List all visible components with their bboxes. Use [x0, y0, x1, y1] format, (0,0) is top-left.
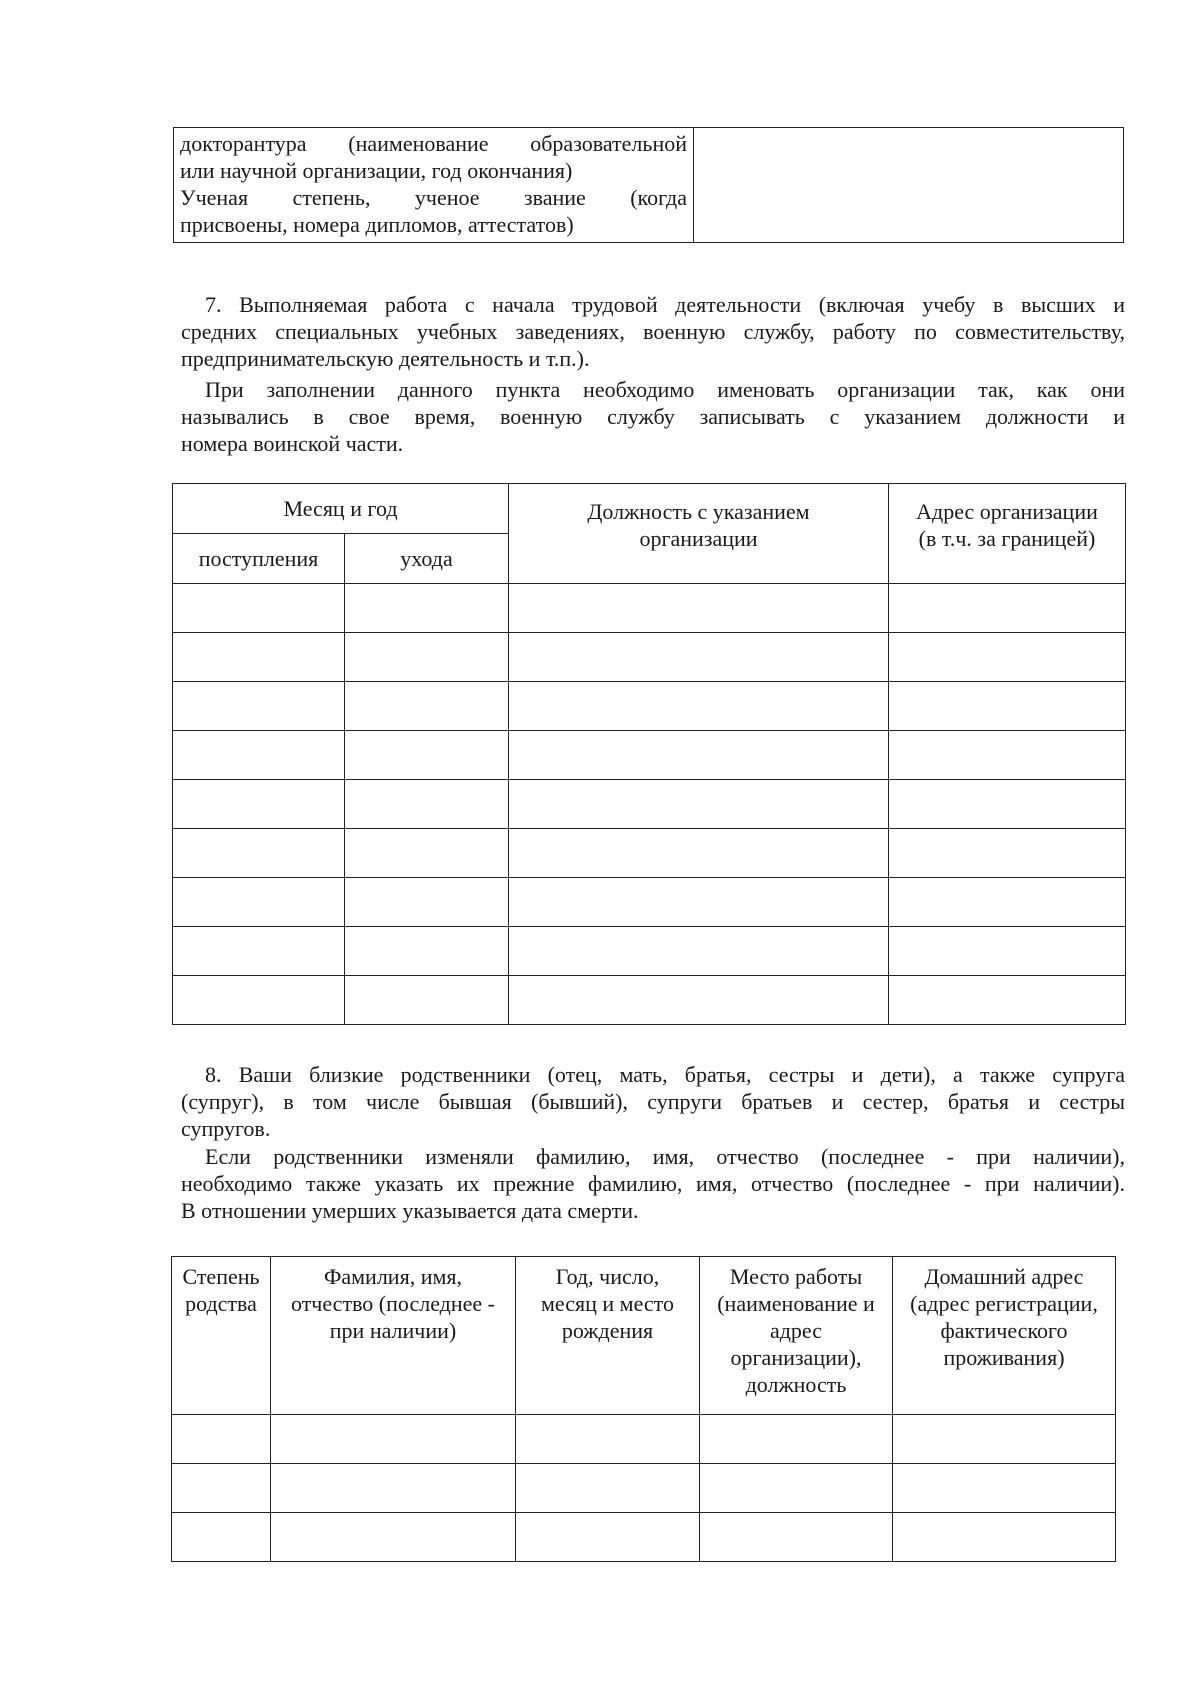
- section-7-note-line: назывались в свое время, военную службу записывать с указанием должности и: [181, 404, 1125, 429]
- education-table: [173, 127, 1124, 243]
- header-line: Фамилия, имя,: [323, 1264, 463, 1289]
- table-row: [173, 780, 1126, 829]
- section-7-line: средних специальных учебных заведениях, военную службу, работу по совместительству,: [181, 319, 1125, 344]
- relation-header: [172, 1257, 271, 1415]
- work-history-table: [172, 483, 1126, 1025]
- header-line: фактического: [940, 1318, 1068, 1343]
- end-header: ухода: [345, 534, 509, 584]
- education-label-line: докторантура (наименование образовательной: [180, 131, 687, 156]
- start-cell[interactable]: [173, 682, 345, 731]
- table-row: [173, 682, 1126, 731]
- header-line: родства: [185, 1291, 257, 1316]
- address-cell[interactable]: [889, 976, 1126, 1025]
- end-cell[interactable]: [345, 584, 509, 633]
- header-line: проживания): [943, 1345, 1065, 1370]
- section-7-line: 7. Выполняемая работа с начала трудовой деятельности (включая учебу в высших и: [205, 292, 1125, 317]
- relation-cell[interactable]: [172, 1513, 271, 1562]
- degree-label-line: Ученая степень, ученое звание (когда: [180, 185, 687, 210]
- table-row: [173, 731, 1126, 780]
- workplace-cell[interactable]: [700, 1415, 893, 1464]
- address-cell[interactable]: [889, 584, 1126, 633]
- home-address-header: [893, 1257, 1116, 1415]
- relatives-table: [171, 1256, 1116, 1562]
- address-cell[interactable]: [889, 731, 1126, 780]
- home-address-cell[interactable]: [893, 1415, 1116, 1464]
- start-cell[interactable]: [173, 829, 345, 878]
- full-name-cell[interactable]: [271, 1415, 516, 1464]
- position-header-line: Должность с указанием: [587, 498, 810, 524]
- start-cell[interactable]: [173, 584, 345, 633]
- position-cell[interactable]: [509, 633, 889, 682]
- end-cell[interactable]: [345, 878, 509, 927]
- education-value-cell[interactable]: [694, 128, 1124, 243]
- start-cell[interactable]: [173, 780, 345, 829]
- header-line: должность: [745, 1372, 847, 1397]
- end-cell[interactable]: [345, 731, 509, 780]
- end-cell[interactable]: [345, 829, 509, 878]
- birth-cell[interactable]: [516, 1464, 700, 1513]
- table-row: [173, 829, 1126, 878]
- position-cell[interactable]: [509, 927, 889, 976]
- address-cell[interactable]: [889, 829, 1126, 878]
- home-address-cell[interactable]: [893, 1464, 1116, 1513]
- section-8-text: [181, 1061, 1125, 1142]
- header-line: Место работы: [729, 1264, 863, 1289]
- end-cell[interactable]: [345, 780, 509, 829]
- full-name-cell[interactable]: [271, 1513, 516, 1562]
- position-cell[interactable]: [509, 731, 889, 780]
- start-cell[interactable]: [173, 976, 345, 1025]
- table-row: [173, 927, 1126, 976]
- section-8-line: 8. Ваши близкие родственники (отец, мать, братья, сестры и дети), а также супруга: [205, 1062, 1125, 1087]
- table-row: [172, 1415, 1116, 1464]
- position-cell[interactable]: [509, 584, 889, 633]
- header-line: рождения: [561, 1318, 654, 1343]
- address-cell[interactable]: [889, 878, 1126, 927]
- relation-cell[interactable]: [172, 1415, 271, 1464]
- end-cell[interactable]: [345, 976, 509, 1025]
- full-name-cell[interactable]: [271, 1464, 516, 1513]
- birth-cell[interactable]: [516, 1415, 700, 1464]
- birth-header: [516, 1257, 700, 1415]
- section-7-note-line: номера воинской части.: [181, 431, 404, 456]
- header-line: (адрес регистрации,: [910, 1291, 1098, 1316]
- position-cell[interactable]: [509, 780, 889, 829]
- header-line: организации),: [730, 1345, 862, 1370]
- start-header: поступления: [173, 534, 345, 584]
- header-line: при наличии): [329, 1318, 457, 1343]
- table-row: [173, 878, 1126, 927]
- full-name-header: [271, 1257, 516, 1415]
- table-row: [172, 1513, 1116, 1562]
- address-cell[interactable]: [889, 633, 1126, 682]
- section-8-note-line: В отношении умерших указывается дата смерти.: [181, 1198, 639, 1223]
- home-address-cell[interactable]: [893, 1513, 1116, 1562]
- degree-label-line: присвоены, номера дипломов, аттестатов): [180, 212, 574, 237]
- address-cell[interactable]: [889, 780, 1126, 829]
- section-8-note: [181, 1143, 1125, 1224]
- table-row: [172, 1464, 1116, 1513]
- address-header-line: Адрес организации: [916, 498, 1098, 524]
- section-7-note-line: При заполнении данного пункта необходимо именовать организации так, как они: [205, 377, 1125, 402]
- section-8-line: супругов.: [181, 1116, 271, 1141]
- workplace-cell[interactable]: [700, 1464, 893, 1513]
- table-row: [173, 584, 1126, 633]
- month-year-header: Месяц и год: [173, 484, 509, 534]
- table-row: [173, 633, 1126, 682]
- table-row: [173, 976, 1126, 1025]
- workplace-cell[interactable]: [700, 1513, 893, 1562]
- start-cell[interactable]: [173, 878, 345, 927]
- education-label-cell: [174, 128, 694, 243]
- header-line: Домашний адрес: [924, 1264, 1084, 1289]
- position-header: [509, 484, 889, 584]
- section-8-note-line: необходимо также указать их прежние фамилию, имя, отчество (последнее - при наличии).: [181, 1171, 1125, 1196]
- address-header-line: (в т.ч. за границей): [918, 525, 1096, 551]
- header-line: Степень: [182, 1264, 260, 1289]
- address-header: [889, 484, 1126, 584]
- birth-cell[interactable]: [516, 1513, 700, 1562]
- header-line: отчество (последнее -: [290, 1291, 495, 1316]
- position-header-line: организации: [639, 525, 758, 551]
- end-cell[interactable]: [345, 927, 509, 976]
- relation-cell[interactable]: [172, 1464, 271, 1513]
- section-7-text: [181, 291, 1125, 372]
- header-line: (наименование и: [717, 1291, 875, 1316]
- address-cell[interactable]: [889, 682, 1126, 731]
- address-cell[interactable]: [889, 927, 1126, 976]
- position-cell[interactable]: [509, 976, 889, 1025]
- section-7-note: [181, 376, 1125, 457]
- workplace-header: [700, 1257, 893, 1415]
- section-8-line: (супруг), в том числе бывшая (бывший), супруги братьев и сестер, братья и сестры: [181, 1089, 1125, 1114]
- start-cell[interactable]: [173, 633, 345, 682]
- section-7-line: предпринимательскую деятельность и т.п.).: [181, 346, 590, 371]
- section-8-note-line: Если родственники изменяли фамилию, имя, отчество (последнее - при наличии),: [205, 1144, 1125, 1169]
- end-cell[interactable]: [345, 633, 509, 682]
- header-line: адрес: [769, 1318, 823, 1343]
- position-cell[interactable]: [509, 829, 889, 878]
- position-cell[interactable]: [509, 878, 889, 927]
- position-cell[interactable]: [509, 682, 889, 731]
- start-cell[interactable]: [173, 731, 345, 780]
- end-cell[interactable]: [345, 682, 509, 731]
- header-line: месяц и место: [541, 1291, 674, 1316]
- header-line: Год, число,: [555, 1264, 660, 1289]
- education-label-line: или научной организации, год окончания): [180, 158, 573, 183]
- start-cell[interactable]: [173, 927, 345, 976]
